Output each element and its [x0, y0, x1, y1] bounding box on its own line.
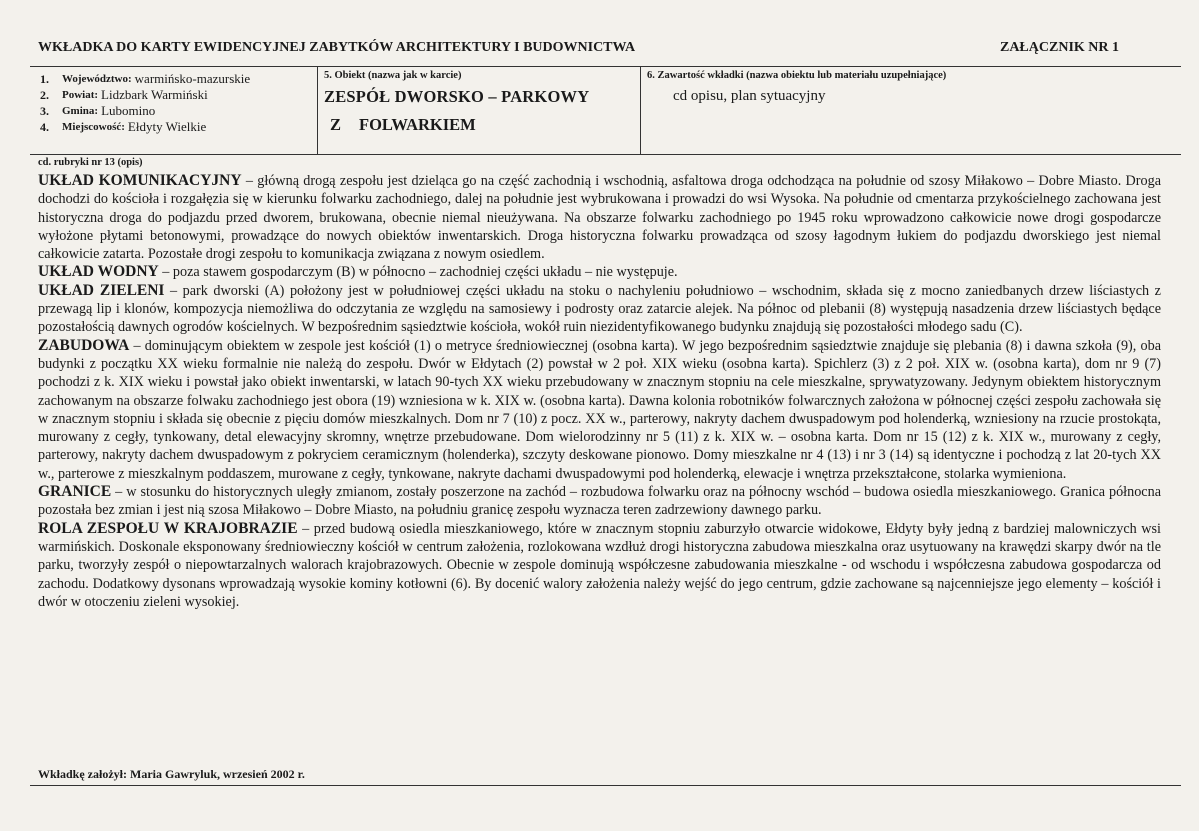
section-heading: ZABUDOWA	[38, 336, 130, 354]
location-column	[30, 67, 318, 154]
author-signature: Wkładkę założył: Maria Gawryluk, wrzesień 2002 r.	[38, 767, 305, 781]
document-title: WKŁADKA DO KARTY EWIDENCYJNEJ ZABYTKÓW ARCHITEKTURY I BUDOWNICTWA	[38, 40, 636, 55]
document-header	[38, 40, 1119, 56]
section-heading: ROLA ZESPOŁU W KRAJOBRAZIE	[38, 519, 298, 537]
location-row	[40, 119, 317, 135]
section-heading: UKŁAD KOMUNIKACYJNY	[38, 172, 242, 189]
description-body	[38, 172, 1161, 611]
section-text: – poza stawem gospodarczym (B) w północno – zachodniej części układu – nie występuje.	[158, 264, 678, 281]
section-boundaries	[38, 483, 1161, 520]
location-row	[40, 103, 317, 119]
section-text: – park dworski (A) położony jest w południowej części układu na stoku o nachyleniu południowo – wschodnim, składa się z mocno zaniedbanych drzew liściastych z przewagą lip i klonów, kompozycja niemożliwa do odczytania ze względu na samosiewy i podrosty oraz zatarcie alejek. Na północ od plebanii (8) występują nasadzenia drzew liściastych będące pozostałością dawnych ogrodów kościelnych. W bezpośrednim sąsiedztwie kościoła, wokół ruin niezidentyfikowanego budynku znajdują się pozostałości młodego sadu (C).	[38, 282, 1161, 336]
section-buildings	[38, 337, 1161, 483]
info-grid	[30, 67, 1181, 155]
row-value: Ełdyty Wielkie	[127, 119, 207, 134]
annex-label: ZAŁĄCZNIK NR 1	[999, 40, 1119, 55]
bottom-rule	[30, 785, 1181, 786]
row-value: Lubomino	[101, 103, 156, 118]
section-heading: UKŁAD ZIELENI	[38, 281, 165, 299]
section-text: – przed budową osiedla mieszkaniowego, które w znacznym stopniu zaburzyło otwarcie widokowe, Ełdyty były jedną z bardziej malowniczych wsi warmińskich. Doskonale eksponowany średniowieczny kościół w centrum założenia, rozlokowana wzdłuż drogi historyczna zabudowa mieszkalna oraz usytuowany na krawędzi skarpy dwór na tle parku, tworzyły zespół o niepowtarzalnych walorach krajobrazowych. Obecnie w zespole dominują współczesne zabudowania mieszkalne - od wschodu i współczesna zabudowa gospodarcza od zachodu. Dodatkowy dysonans wprowadzają wysokie kominy kotłowni (6). By docenić walory założenia należy wejść do jego centrum, gdzie zachowane są najcenniejsze jego elementy – kościół i dwór w otoczeniu zieleni wysokiej.	[38, 520, 1161, 610]
contents-label: 6. Zawartość wkładki (nazwa obiektu lub materiału uzupełniające)	[647, 70, 947, 81]
row-number: 2.	[40, 88, 49, 102]
section-communication	[38, 172, 1161, 263]
section-heading: GRANICE	[38, 483, 112, 501]
contents-column	[641, 67, 1181, 154]
contents-value: cd opisu, plan sytuacyjny	[673, 88, 826, 104]
object-name-line2	[324, 115, 640, 135]
row-number: 4.	[40, 120, 49, 134]
object-word-z: Z	[330, 115, 342, 134]
section-water	[38, 263, 1161, 281]
row-number: 3.	[40, 104, 49, 118]
section-heading: UKŁAD WODNY	[38, 263, 159, 281]
object-label: 5. Obiekt (nazwa jak w karcie)	[324, 70, 462, 81]
section-greenery	[38, 282, 1161, 337]
row-value: warmińsko-mazurskie	[134, 71, 251, 86]
object-word-folwarkiem: FOLWARKIEM	[359, 115, 476, 134]
object-name-line1: ZESPÓŁ DWORSKO – PARKOWY	[324, 87, 590, 106]
continuation-label: cd. rubryki nr 13 (opis)	[38, 157, 143, 168]
row-number: 1.	[40, 72, 49, 86]
location-row	[40, 71, 317, 87]
row-label: Gmina:	[62, 105, 99, 117]
row-label: Województwo:	[62, 73, 132, 85]
row-value: Lidzbark Warmiński	[101, 87, 208, 102]
section-text: – dominującym obiektem w zespole jest kościół (1) o metryce średniowiecznej (osobna karta). W jego bezpośrednim sąsiedztwie znajduje się plebania (8) i dawna szkoła (9), oba budynki z początku XX wieku formalnie nie należą do zespołu. Dwór w Ełdytach (2) powstał w 2 poł. XIX wieku (osobna karta). Spichlerz (3) z 2 poł. XIX w. (osobna karta), dom nr 9 (7) pochodzi z k. XIX wieku i powstał jako obiekt inwentarski, w latach 90-tych XX wieku przebudowany w znacznym stopniu na cele mieszkalne, sprywatyzowany. Jedynym obiektem historycznym zachowanym na obszarze folwaku zachodniego jest obora (19) wzniesiona w k. XIX w. (osobna karta). Dawna kolonia robotników folwarcznych założona w północnej części zespołu zachowała się w znacznym stopniu i składa się obecnie z pięciu domów mieszkalnych. Dom nr 7 (10) z pocz. XX w., parterowy, nakryty dachem dwuspadowym pod holenderką, wzniesiony na rzucie prostokąta, murowany z cegły, tynkowany, detal elewacyjny skromny, wnętrze przebudowane. Dom wielorodzinny nr 5 (11) z k. XIX w. – osobna karta. Dom nr 15 (12) z k. XIX w., murowany z cegły, parterowy, nakryty dachem dwuspadowym z pokryciem ceramicznym (holenderka), szczyty deskowane pionowo. Domy mieszkalne nr 4 (13) i nr 3 (14) są identyczne i pochodzą z lat 20-tych XX w., parterowe z mieszkalnym poddaszem, murowane z cegły, tynkowane, nakryte dachami dwuspadowymi pod holenderką, elewacje i wnętrza przekształcone, stolarka wymieniona.	[38, 337, 1161, 482]
section-landscape	[38, 520, 1161, 611]
section-text: – główną drogą zespołu jest dzieląca go na część zachodnią i wschodnią, asfaltowa droga odchodząca na południe od szosy Miłakowo – Dobre Miasto. Droga dochodzi do kościoła i rozgałęzia się w kierunku folwarku zachodniego, dalej na południe jest wybrukowana i prowadzi do wsi Wysoka. Na południe od cmentarza przykościelnego zachowana jest historyczna droga do podjazdu przed dworem, brukowana, obecnie niemal nieużywana. Na obszarze folwarku zachodniego po 1945 roku wprowadzono całkowicie nowe drogi gospodarcze wyłożone płytami betonowymi, prowadzące do nowych obiektów inwentarskich. Droga historyczna folwarku prowadząca od szosy łagodnym łukiem do podjazdu dworskiego jest niemal całkowicie zatarta. Pozostałe drogi zespołu to komunikacja związana z nowym osiedlem.	[38, 173, 1161, 263]
row-label: Powiat:	[62, 89, 99, 101]
object-column	[318, 67, 641, 154]
location-row	[40, 87, 317, 103]
section-text: – w stosunku do historycznych uległy zmianom, zostały poszerzone na zachód – rozbudowa folwarku oraz na północny wschód – budowa osiedla mieszkaniowego. Granica północna pozostała bez zmian i jest nią szosa Miłakowo – Dobre Miasto, na południu granicę zespołu wyznacza teren zadrzewiony dawnego parku.	[38, 484, 1161, 519]
row-label: Miejscowość:	[62, 121, 125, 133]
